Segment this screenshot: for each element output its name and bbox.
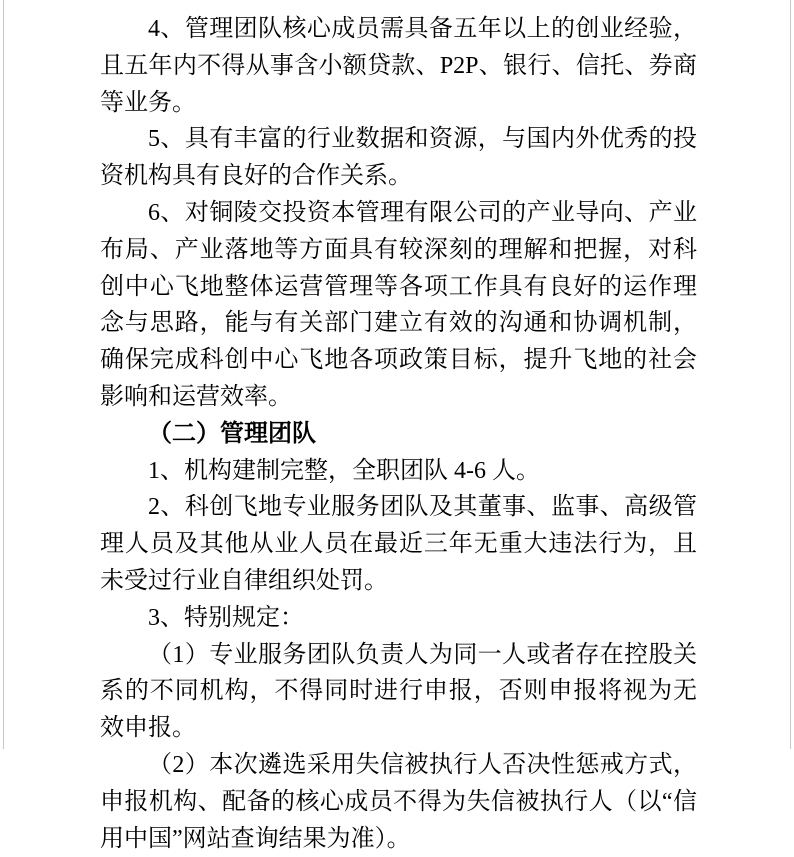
paragraph-item-2: 2、科创飞地专业服务团队及其董事、监事、高级管理人员及其他从业人员在最近三年无重大违法行为，且未受过行业自律组织处罚。 bbox=[100, 494, 697, 594]
section-heading-management-team: （二）管理团队 bbox=[148, 420, 316, 447]
paragraph-item-5: 5、具有丰富的行业数据和资源，与国内外优秀的投资机构具有良好的合作关系。 bbox=[100, 126, 697, 190]
paragraph-item-4: 4、管理团队核心成员需具备五年以上的创业经验，且五年内不得从事含小额贷款、P2P、银行、信托、券商等业务。 bbox=[100, 16, 697, 116]
paragraph-item-special-1: （1）专业服务团队负责人为同一人或者存在控股关系的不同机构，不得同时进行申报，否则申报将视为无效申报。 bbox=[100, 641, 697, 742]
paragraph-item-1: 1、机构建制完整，全职团队 4-6 人。 bbox=[148, 457, 540, 484]
page-edge-right bbox=[790, 0, 791, 749]
paragraph-item-3: 3、特别规定： bbox=[148, 604, 304, 631]
paragraph-item-special-2: （2）本次遴选采用失信被执行人否决性惩戒方式，申报机构、配备的核心成员不得为失信被执行人（以“信用中国”网站查询结果为准）。 bbox=[100, 751, 697, 852]
paragraph-item-6: 6、对铜陵交投资本管理有限公司的产业导向、产业布局、产业落地等方面具有较深刻的理解和把握，对科创中心飞地整体运营管理等各项工作具有良好的运作理念与思路，能与有关部门建立有效的沟通和协调机制，确保完成科创中心飞地各项政策目标，提升飞地的社会影响和运营效率。 bbox=[100, 199, 697, 410]
document-body bbox=[100, 11, 697, 857]
page-edge-left bbox=[3, 0, 4, 749]
